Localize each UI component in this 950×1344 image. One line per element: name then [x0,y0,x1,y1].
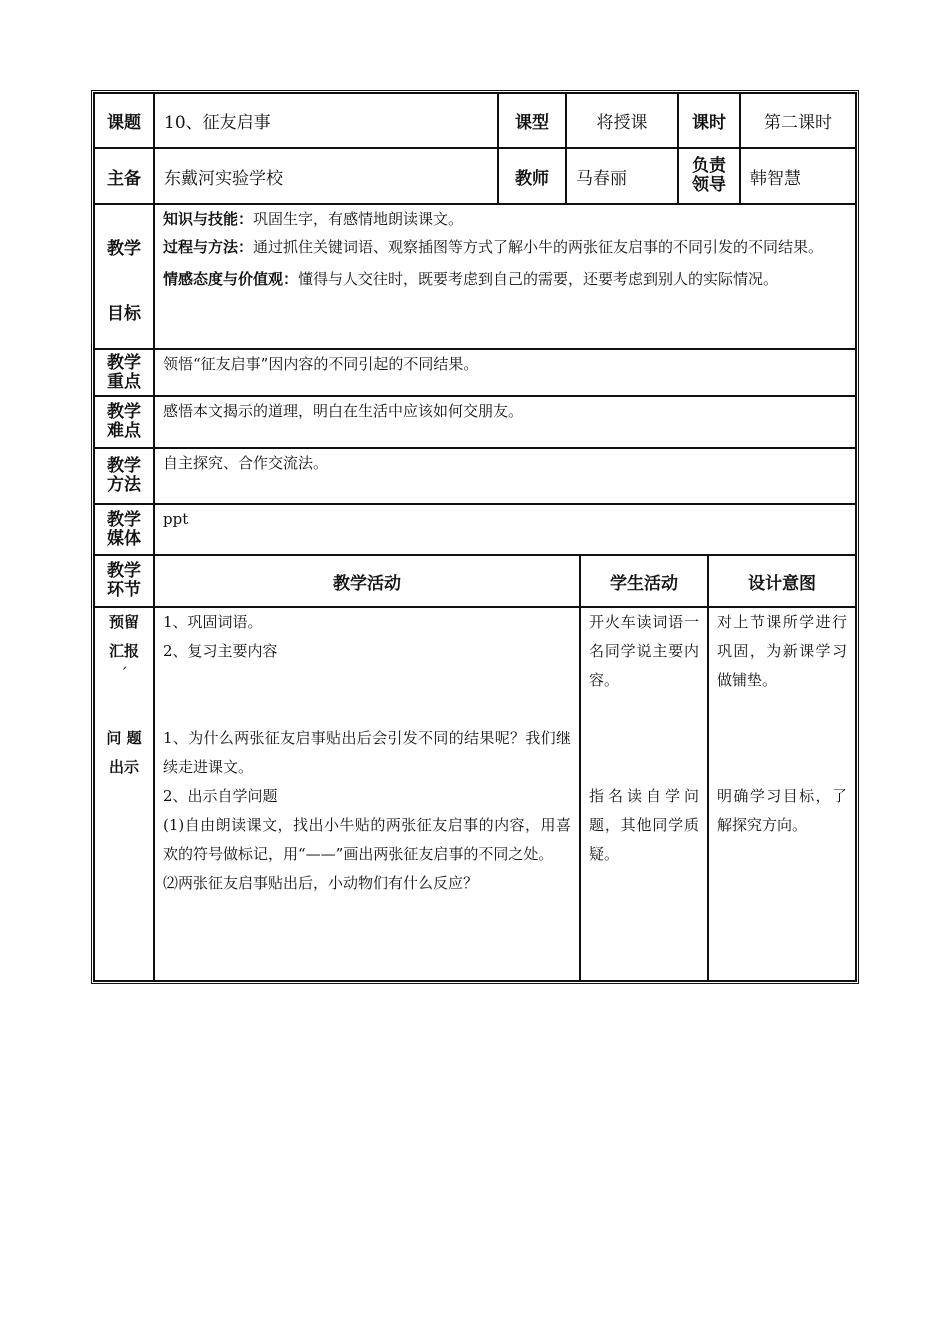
difficulty-label [94,396,154,448]
stage-review-line1: 预留 [108,613,139,631]
goal-emotion-label: 情感态度与价值观： [163,270,299,288]
type-value: 将授课 [566,93,678,148]
method-label-line2: 方法 [107,475,141,495]
teaching-item-2: 2、复习主要内容 [163,642,278,660]
goals-label [94,204,154,349]
leader-value: 韩智慧 [740,148,856,204]
design-intent-column [708,607,856,981]
leader-label [678,148,740,204]
lead-label: 主备 [94,148,154,204]
goal-knowledge-label: 知识与技能： [163,210,254,228]
teaching-activity-column [154,607,580,981]
difficulty-label-line1: 教学 [107,402,141,422]
method-text: 自主探究、合作交流法。 [154,448,856,504]
stage-question-line2: 出示 [108,758,139,776]
period-value: 第二课时 [740,93,856,148]
goals-label-line1: 教学 [107,239,141,259]
period-label: 课时 [678,93,740,148]
stage-header-line1: 教学 [107,561,141,581]
goal-knowledge [163,205,847,233]
stage-review-line3: ´ [120,665,128,683]
stage-header [94,555,154,607]
design-intent-header: 设计意图 [708,555,856,607]
leader-label-line1: 负责 [692,156,726,176]
teaching-item-1: 1、巩固词语。 [163,613,263,631]
stage-review [95,608,153,682]
leader-label-line2: 领导 [692,175,726,195]
stage-question [95,724,153,782]
student-item-2: 指名读自学问题，其他同学质疑。 [589,787,699,863]
media-label-line2: 媒体 [107,528,141,549]
teaching-item-3: 1、为什么两张征友启事贴出后会引发不同的结果呢？我们继续走进课文。 [163,729,571,776]
goal-process-text: 通过抓住关键词语、观察插图等方式了解小牛的两张征友启事的不同引发的不同结果。 [253,238,824,256]
lead-value: 东戴河实验学校 [154,148,498,204]
difficulty-label-line2: 难点 [107,421,141,441]
stage-header-line2: 环节 [107,580,141,600]
keypoints-label [94,349,154,396]
stage-review-line2: 汇报 [108,642,139,660]
design-item-1: 对上节课所学进行巩固，为新课学习做铺垫。 [717,613,847,689]
teacher-label: 教师 [498,148,566,204]
goal-emotion [163,265,847,293]
goals-content [154,204,856,349]
goal-emotion-text: 懂得与人交往时，既要考虑到自己的需要，还要考虑到别人的实际情况。 [298,270,779,288]
keypoints-label-line1: 教学 [107,352,141,373]
goal-knowledge-text: 巩固生字，有感情地朗读课文。 [253,210,464,228]
topic-value: 10、征友启事 [154,93,498,148]
media-text: ppt [154,504,856,555]
student-activity-header: 学生活动 [580,555,708,607]
keypoints-text: 领悟“征友启事”因内容的不同引起的不同结果。 [154,349,856,396]
goals-label-line2: 目标 [107,304,141,324]
stage-question-line1: 问 题 [106,729,142,747]
teaching-item-6: ⑵两张征友启事贴出后，小动物们有什么反应？ [163,874,479,892]
method-label-line1: 教学 [107,456,141,476]
method-label [94,448,154,504]
goal-process-label: 过程与方法： [163,238,254,256]
teaching-activity-header: 教学活动 [154,555,580,607]
teaching-item-5: (1)自由朗读课文，找出小牛贴的两张征友启事的内容，用喜欢的符号做标记，用“——”画出两张征友启事的不同之处。 [163,816,571,863]
keypoints-label-line2: 重点 [107,371,141,392]
teacher-value: 马春丽 [566,148,678,204]
topic-label: 课题 [94,93,154,148]
goal-process [163,233,847,261]
stage-column [94,607,154,981]
student-item-1: 开火车读词语一名同学说主要内容。 [589,613,699,689]
teaching-item-4: 2、出示自学问题 [163,787,278,805]
spacer [163,666,571,724]
difficulty-text: 感悟本文揭示的道理，明白在生活中应该如何交朋友。 [154,396,856,448]
design-item-2: 明确学习目标，了解探究方向。 [717,787,847,834]
lesson-plan-table [91,90,859,984]
type-label: 课型 [498,93,566,148]
student-activity-column [580,607,708,981]
media-label-line1: 教学 [107,509,141,530]
media-label [94,504,154,555]
